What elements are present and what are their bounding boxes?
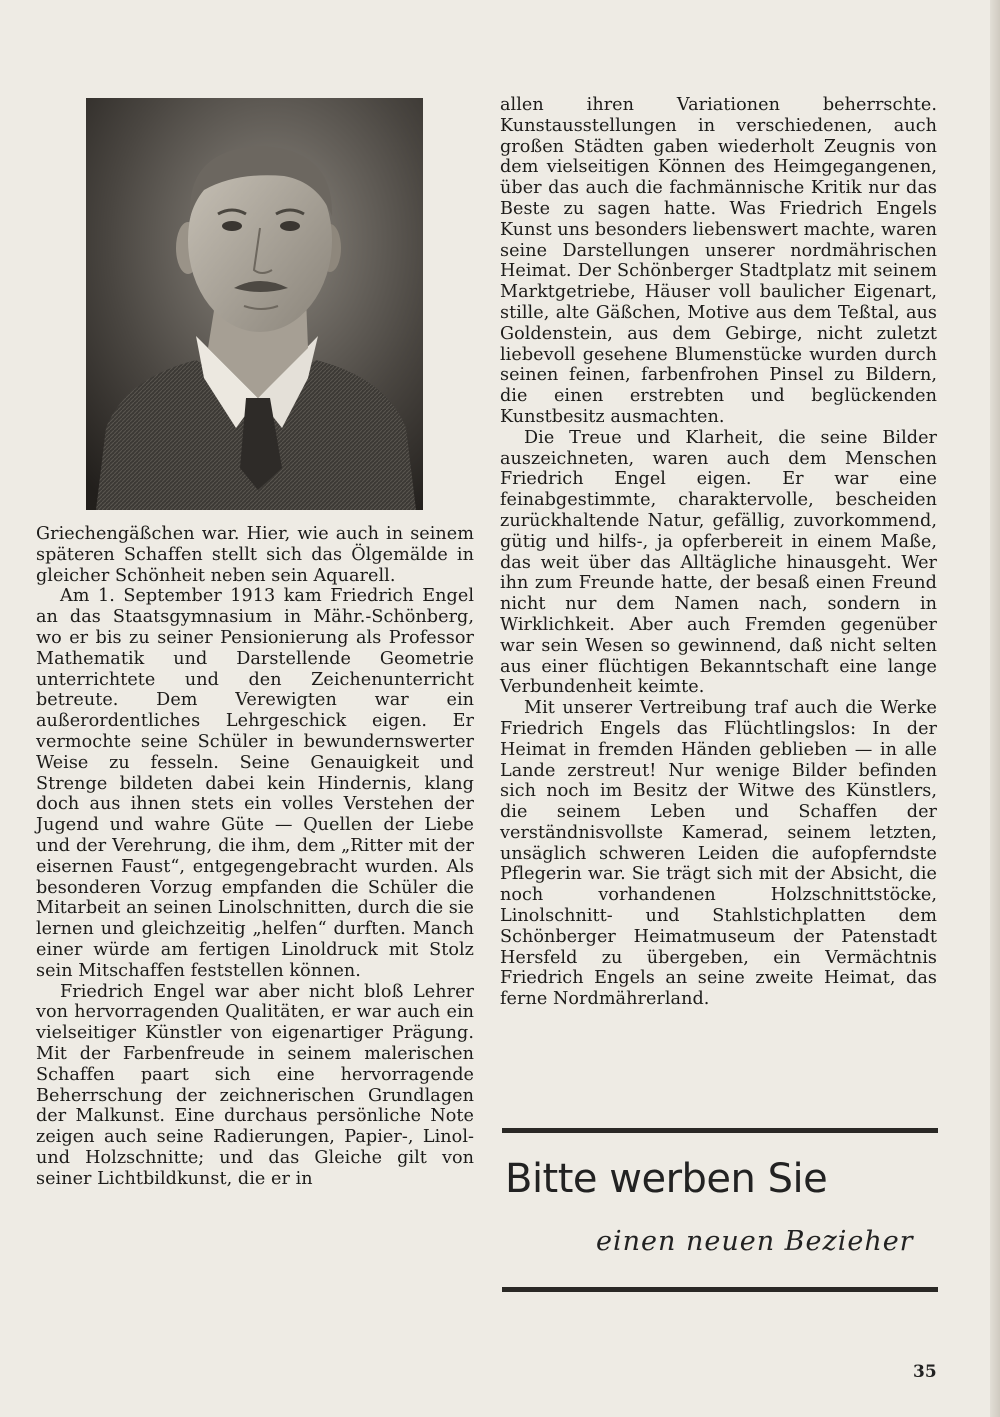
article-left-column xyxy=(36,524,474,1190)
advert-top-rule xyxy=(502,1128,938,1133)
page-edge xyxy=(990,0,1000,1417)
article-paragraph: allen ihren Variationen beherrschte. Kunstausstellungen in verschiedenen, auch großen Städten gaben wiederholt Zeugnis von dem vielseitigen Können des Heimgegangenen, über das auch die fachmännische Kritik nur das Beste zu sagen hatte. Was Friedrich Engels Kunst uns besonders liebenswert machte, waren seine Darstellungen unserer nordmährischen Heimat. Der Schönberger Stadtplatz mit seinem Marktgetriebe, Häuser voll baulicher Eigenart, stille, alte Gäßchen, Motive aus dem Teßtal, aus Goldenstein, aus dem Gebirge, nicht zuletzt liebevoll gesehene Blumenstücke wurden durch seinen feinen, farbenfrohen Pinsel zu Bildern, die einen erstrebten und beglückenden Kunstbesitz ausmachten. xyxy=(500,95,937,427)
portrait-photo xyxy=(86,98,423,510)
article-right-column xyxy=(500,95,937,1010)
advert-subtitle: einen neuen Bezieher xyxy=(596,1226,914,1257)
advert-title: Bitte werben Sie xyxy=(505,1156,828,1202)
advert-bottom-rule xyxy=(502,1287,938,1292)
article-paragraph: Mit unserer Vertreibung traf auch die Werke Friedrich Engels das Flüchtlingslos: In der Heimat in fremden Händen geblieben — in alle Lande zerstreut! Nur wenige Bilder befinden sich noch im Besitz der Witwe des Künstlers, die seinem Leben und Schaffen der verständnisvollste Kamerad, seinem letzten, unsäglich schweren Leiden die aufopferndste Pflegerin war. Sie trägt sich mit der Absicht, die noch vorhandenen Holzschnittstöcke, Linolschnitt- und Stahlstichplatten dem Schönberger Heimatmuseum der Patenstadt Hersfeld zu übergeben, ein Vermächtnis Friedrich Engels an seine zweite Heimat, das ferne Nordmährerland. xyxy=(500,698,937,1010)
article-paragraph: Die Treue und Klarheit, die seine Bilder auszeichneten, waren auch dem Menschen Friedrich Engel eigen. Er war eine feinabgestimmte, charaktervolle, bescheiden zurückhaltende Natur, gefällig, zuvorkommend, gütig und hilfs-, ja opferbereit in einem Maße, das weit über das Alltägliche hinausgeht. Wer ihn zum Freunde hatte, der besaß einen Freund nicht nur dem Namen nach, sondern in Wirklichkeit. Aber auch Fremden gegenüber war sein Wesen so gewinnend, daß nicht selten aus einer flüchtigen Bekanntschaft eine lange Verbundenheit keimte. xyxy=(500,427,937,698)
article-paragraph: Am 1. September 1913 kam Friedrich Engel an das Staatsgymnasium in Mähr.-Schönberg, wo er bis zu seiner Pensionierung als Professor Mathematik und Darstellende Geometrie unterrichtete und den Zeichenunterricht betreute. Dem Verewigten war ein außerordentliches Lehrgeschick eigen. Er vermochte seine Schüler in bewundernswerter Weise zu fesseln. Seine Genauigkeit und Strenge bildeten dabei kein Hindernis, klang doch aus ihnen stets ein volles Verstehen der Jugend und wahre Güte — Quellen der Liebe und der Verehrung, die ihm, dem „Ritter mit der eisernen Faust“, entgegengebracht wurden. Als besonderen Vorzug empfanden die Schüler die Mitarbeit an seinen Linolschnitten, durch die sie lernen und gleichzeitig „helfen“ durften. Manch einer würde am fertigen Linoldruck mit Stolz sein Mitschaffen feststellen können. xyxy=(36,586,475,981)
article-paragraph: Griechengäßchen war. Hier, wie auch in seinem späteren Schaffen stellt sich das Ölgemälde in gleicher Schönheit neben sein Aquarell. xyxy=(36,524,474,586)
page-number: 35 xyxy=(913,1362,937,1382)
article-paragraph: Friedrich Engel war aber nicht bloß Lehrer von hervorragenden Qualitäten, er war auch ein vielseitiger Künstler von eigenartiger Prägung. Mit der Farbenfreude in seinem malerischen Schaffen paart sich eine hervorragende Beherrschung der zeichnerischen Grundlagen der Malkunst. Eine durchaus persönliche Note zeigen auch seine Radierungen, Papier-, Linol- und Holzschnitte; und das Gleiche gilt von seiner Lichtbildkunst, die er in xyxy=(36,981,474,1189)
